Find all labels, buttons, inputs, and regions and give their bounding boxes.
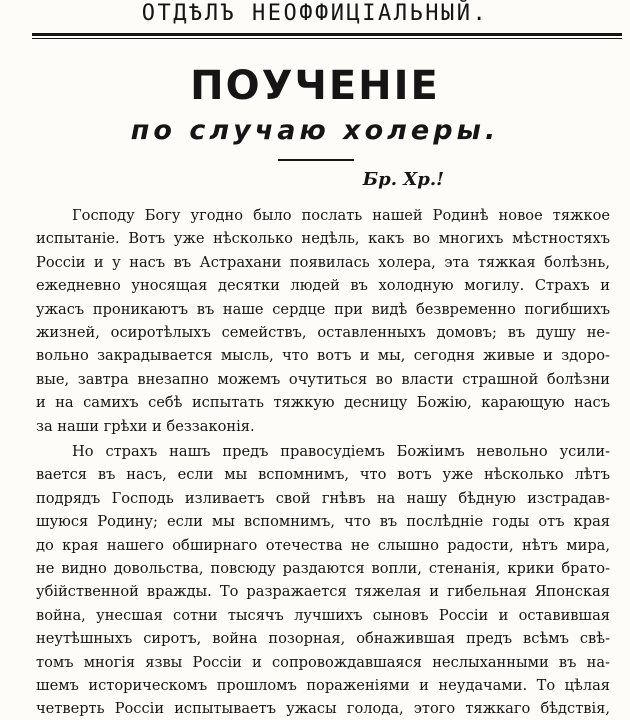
text-line: шемъ историческомъ прошломъ пораженіями и неудачами. То цѣлая — [36, 677, 610, 694]
greeting: Бр. Хр.! — [362, 169, 444, 190]
text-line: испытаніе. Вотъ уже нѣсколько недѣль, какъ во многихъ мѣстностяхъ — [36, 230, 610, 248]
text-line: до края нашего обширнаго отечества не слышно радости, нѣтъ мира, — [36, 536, 610, 554]
text-line: убійственной вражды. То разражается тяжелая и гибельная Японская — [36, 583, 610, 601]
text-line: за наши грѣхи и беззаконія. — [36, 417, 255, 435]
text-line: вые, завтра внезапно можемъ очутиться во власти страшной болѣзни — [36, 370, 610, 388]
text-line: неутѣшныхъ сиротъ, война позорная, обнажившая предъ всѣмъ свѣ- — [36, 630, 610, 648]
title-divider — [278, 159, 354, 161]
text-line: Господу Богу угодно было послать нашей Родинѣ новое тяжкое — [72, 207, 610, 224]
header-rule-thick — [32, 33, 622, 36]
text-line: шуюся Родину; если мы вспомнимъ, что въ послѣдніе годы отъ края — [36, 513, 610, 531]
article-title: ПОУЧЕНІЕ — [190, 63, 440, 109]
text-line: Но страхъ нашъ предъ правосудіемъ Божіимъ невольно усили- — [72, 443, 610, 460]
article-subtitle: по случаю холеры. — [130, 115, 500, 146]
text-line: не видно довольства, повсюду раздаются вопли, стенанія, крики брато- — [36, 560, 610, 577]
header-rule-thin — [32, 38, 622, 39]
text-line: ежедневно уносящая десятки людей въ холодную могилу. Страхъ и — [36, 277, 610, 295]
section-header: ОТДѢЛЪ НЕОФФИЦІАЛЬНЫЙ. — [141, 1, 489, 26]
text-line: война, унесшая сотни тысячъ лучшихъ сыновъ Россіи и оставившая — [36, 606, 610, 624]
text-line: четверть Россіи испытываетъ ужасы голода, этого тяжкаго бѣдствія, — [36, 700, 610, 718]
text-line: жизней, осиротѣлыхъ семействъ, оставленныхъ домовъ; въ душу не- — [36, 324, 610, 341]
text-line: подрядъ Господь изливаетъ свой гнѣвъ на нашу бѣдную изстрадав- — [36, 489, 610, 507]
text-line: вольно закрадывается мысль, что вотъ и мы, сегодня живые и здоро- — [36, 347, 610, 365]
text-line: и на самихъ себѣ испытать тяжкую десницу Божію, карающую насъ — [36, 394, 610, 412]
text-line: томъ многія язвы Россіи и сопровождавшаяся неслыханными въ на- — [36, 653, 610, 671]
text-line: ужасъ проникаютъ въ наше сердце при видѣ безвременно погибшихъ — [36, 300, 610, 318]
text-line: вается въ насъ, если мы вспомнимъ, что вотъ уже нѣсколько лѣтъ — [36, 466, 610, 484]
text-line: Россіи и у насъ въ Астрахани появилась холера, эта тяжкая болѣзнь, — [36, 253, 610, 271]
